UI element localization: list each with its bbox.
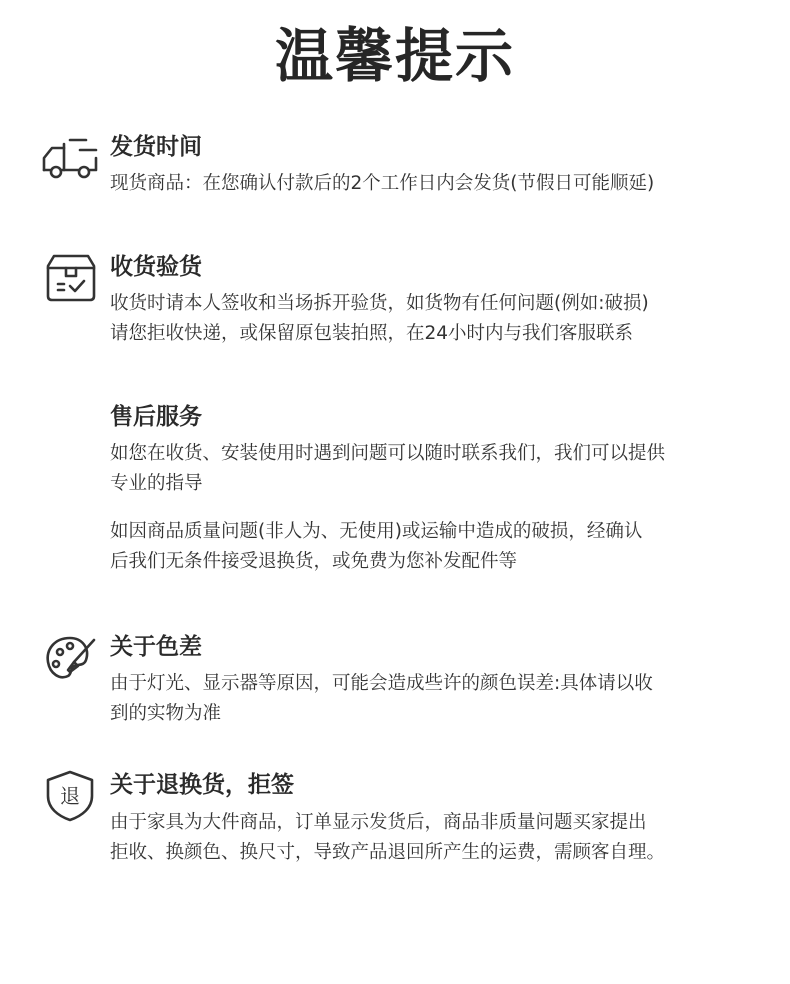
text-line: 现货商品：在您确认付款后的2个工作日内会发货(节假日可能顺延)	[110, 173, 655, 194]
text-line: 后我们无条件接受退换货，或免费为您补发配件等	[110, 551, 518, 572]
palette-brush-icon	[40, 632, 100, 684]
page-title: 温馨提示	[274, 22, 515, 90]
text-line: 专业的指导	[110, 473, 203, 494]
text-line: 由于家具为大件商品，订单显示发货后，商品非质量问题买家提出	[110, 812, 647, 833]
heading-returns-refusal: 关于退换货，拒签	[110, 772, 294, 798]
heading-receiving-inspection: 收货验货	[110, 254, 202, 280]
heading-shipping-time: 发货时间	[110, 134, 202, 160]
paragraph	[110, 669, 770, 729]
paragraph	[110, 439, 770, 499]
inspection-box-icon	[40, 252, 100, 304]
paragraph	[110, 517, 770, 577]
paragraph	[110, 808, 770, 868]
text-line: 请您拒收快递，或保留原包装拍照，在24小时内与我们客服联系	[110, 323, 634, 344]
paragraph	[110, 289, 770, 349]
paragraph	[110, 169, 770, 199]
text-line: 如您在收货、安装使用时遇到问题可以随时联系我们，我们可以提供	[110, 443, 666, 464]
heading-after-sales: 售后服务	[110, 404, 202, 430]
return-shield-icon-glyph: 退	[60, 784, 80, 808]
heading-color-difference: 关于色差	[110, 634, 202, 660]
return-shield-icon	[40, 770, 100, 822]
text-line: 如因商品质量问题(非人为、无使用)或运输中造成的破损，经确认	[110, 521, 643, 542]
text-line: 到的实物为准	[110, 703, 222, 724]
text-line: 收货时请本人签收和当场拆开验货，如货物有任何问题(例如:破损)	[110, 293, 649, 314]
text-line: 由于灯光、显示器等原因，可能会造成些许的颜色误差:具体请以收	[110, 673, 653, 694]
text-line: 拒收、换颜色、换尺寸，导致产品退回所产生的运费，需顾客自理。	[110, 842, 666, 863]
delivery-truck-icon	[40, 132, 100, 184]
